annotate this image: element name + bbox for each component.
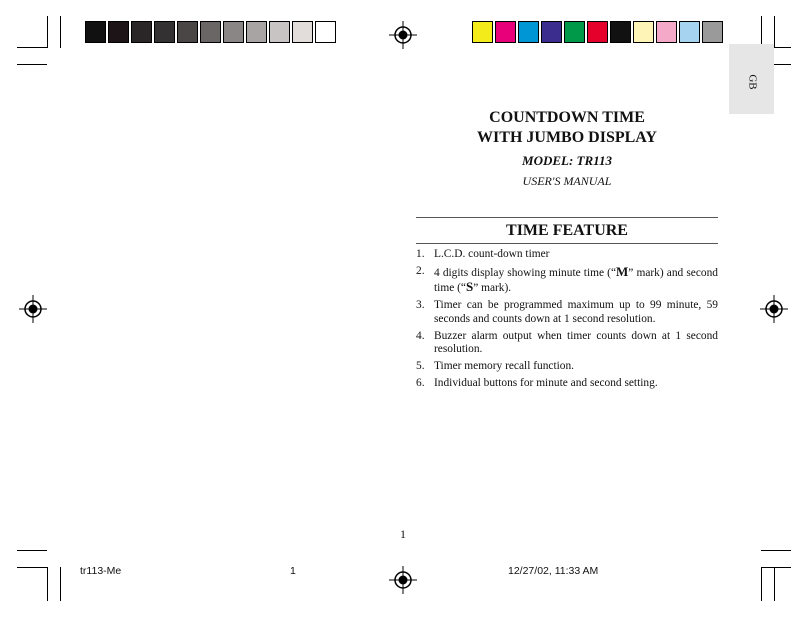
crop-mark xyxy=(761,550,791,551)
color-swatch xyxy=(518,21,539,43)
footer-file-name: tr113-Me xyxy=(80,565,122,577)
crop-mark xyxy=(774,16,775,48)
minute-mark: M xyxy=(616,263,629,279)
color-swatch xyxy=(656,21,677,43)
color-swatch xyxy=(177,21,198,43)
registration-mark-icon xyxy=(19,295,47,323)
model-label: MODEL: TR113 xyxy=(522,153,612,168)
list-item: 5. Timer memory recall function. xyxy=(416,360,575,373)
color-swatch xyxy=(246,21,267,43)
divider-top xyxy=(416,217,718,218)
color-swatch xyxy=(541,21,562,43)
color-swatch xyxy=(131,21,152,43)
color-swatch xyxy=(610,21,631,43)
color-swatch xyxy=(495,21,516,43)
registration-mark-icon xyxy=(389,566,417,594)
color-swatch xyxy=(85,21,106,43)
color-swatch xyxy=(200,21,221,43)
list-item: 2. 4 digits display showing minute time (“M” mark) and second time (“S” mark). xyxy=(416,263,719,295)
color-swatch xyxy=(292,21,313,43)
crop-mark xyxy=(17,550,47,551)
color-swatch xyxy=(564,21,585,43)
manual-label: USER'S MANUAL xyxy=(522,174,612,188)
language-tab-label: GB xyxy=(746,74,759,90)
list-item: 6. Individual buttons for minute and second setting. xyxy=(416,376,658,389)
color-swatch xyxy=(702,21,723,43)
document-title-line1: COUNTDOWN TIME xyxy=(489,109,645,126)
section-heading: TIME FEATURE xyxy=(506,222,628,239)
color-swatch xyxy=(679,21,700,43)
color-swatch xyxy=(154,21,175,43)
crop-mark xyxy=(60,567,61,601)
list-item: 4. Buzzer alarm output when timer counts down at 1 second resolution. xyxy=(416,329,718,356)
crop-mark xyxy=(774,567,775,601)
color-swatch xyxy=(223,21,244,43)
crop-mark xyxy=(17,64,47,65)
divider-bottom xyxy=(416,243,718,244)
crop-mark xyxy=(761,567,762,601)
color-swatch xyxy=(269,21,290,43)
second-mark: S xyxy=(465,279,474,295)
feature-list xyxy=(416,248,718,394)
footer-timestamp: 12/27/02, 11:33 AM xyxy=(508,565,599,577)
crop-mark xyxy=(17,47,47,48)
color-swatch xyxy=(315,21,336,43)
crop-mark xyxy=(47,16,48,48)
crop-mark xyxy=(761,567,791,568)
list-item: 3. Timer can be programmed maximum up to 99 minute, 59 seconds and counts down at 1 second resolution. xyxy=(416,299,718,325)
registration-mark-icon xyxy=(389,21,417,49)
crop-mark xyxy=(47,567,48,601)
footer-page: 1 xyxy=(290,565,296,577)
registration-mark-icon xyxy=(760,295,788,323)
color-swatch xyxy=(472,21,493,43)
page-number: 1 xyxy=(400,527,406,541)
document-title-line2: WITH JUMBO DISPLAY xyxy=(477,129,657,146)
color-swatch xyxy=(587,21,608,43)
crop-mark xyxy=(17,567,47,568)
crop-mark xyxy=(60,16,61,48)
color-swatch xyxy=(108,21,129,43)
color-swatch xyxy=(633,21,654,43)
list-item: 1. L.C.D. count-down timer xyxy=(416,248,550,260)
